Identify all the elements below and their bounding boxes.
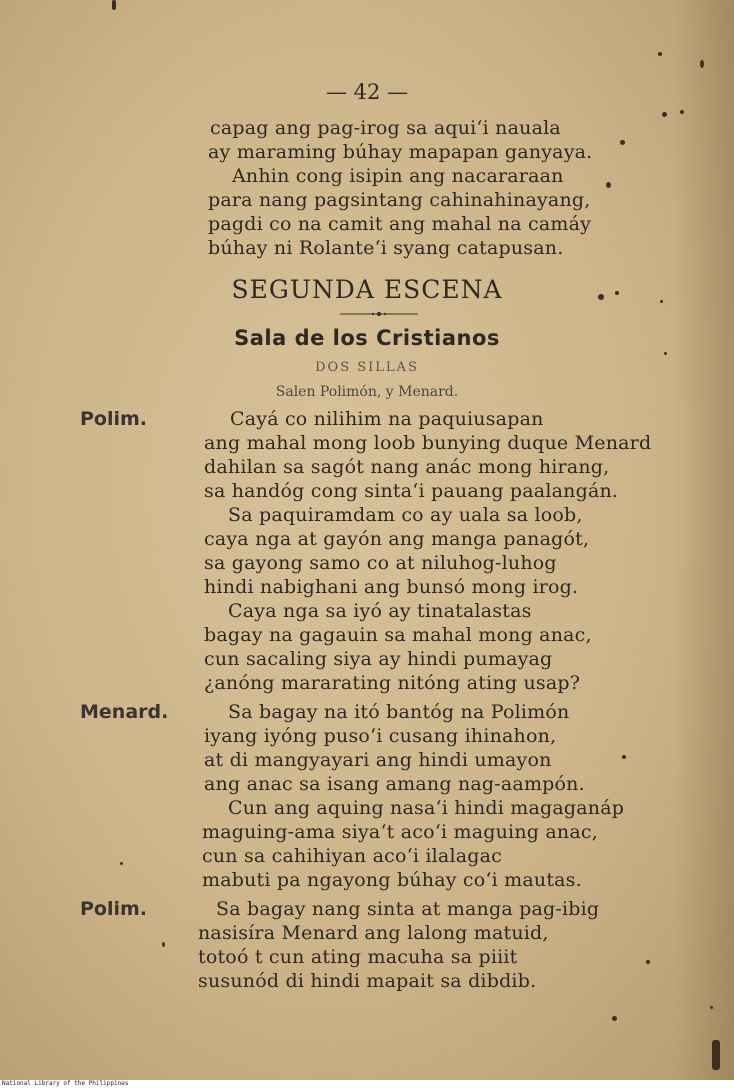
foxing-spot	[712, 1040, 720, 1070]
verse-line: Sa bagay nang sinta at manga pag-ibig	[216, 898, 600, 920]
foxing-spot	[700, 60, 704, 68]
verse-line: bagay na gagauin sa mahal mong anac,	[204, 624, 592, 646]
foxing-spot	[680, 110, 684, 114]
foxing-spot	[620, 140, 625, 145]
verse-line: maguing-ama siya‘t aco‘i maguing anac,	[202, 821, 598, 843]
foxing-spot	[660, 300, 663, 303]
verse-line: ¿anóng mararating nitóng ating usap?	[204, 672, 581, 694]
verse-line: Cayá co nilihim na paquiusapan	[230, 408, 544, 430]
verse-line: hindi nabighani ang bunsó mong irog.	[204, 576, 579, 598]
verse-line: nasisíra Menard ang lalong matuid,	[198, 922, 549, 944]
verse-line: caya nga at gayón ang manga panagót,	[204, 528, 590, 550]
verse-line: pagdi co na camit ang mahal na camáy	[208, 213, 592, 235]
speaker-label: Polim.	[80, 408, 148, 430]
foxing-spot	[658, 52, 662, 56]
speaker-label: Menard.	[80, 701, 169, 723]
scene-room: Sala de los Cristianos	[234, 326, 500, 350]
verse-line: ang mahal mong loob bunying duque Menard	[204, 432, 652, 454]
foxing-spot	[120, 862, 123, 865]
foxing-spot	[615, 291, 619, 295]
stage-direction: Salen Polimón, y Menard.	[275, 384, 459, 400]
foxing-spot	[112, 0, 116, 10]
foxing-spot	[612, 1016, 617, 1021]
verse-line: Sa paquiramdam co ay uala sa loob,	[228, 504, 583, 526]
scene-title: SEGUNDA ESCENA	[231, 275, 503, 304]
verse-line: dahilan sa sagót nang anác mong hirang,	[204, 456, 610, 478]
verse-line: ang anac sa isang amang nag-aampón.	[204, 773, 585, 795]
verse-line: totoó t cun ating macuha sa piiit	[198, 946, 518, 968]
verse-line: Anhin cong isipin ang nacararaan	[232, 165, 564, 187]
speaker-label: Polim.	[80, 898, 148, 920]
foxing-spot	[664, 352, 667, 355]
verse-line: sa gayong samo co at niluhog-luhog	[204, 552, 557, 574]
verse-line: capag ang pag-irog sa aqui‘i nauala	[210, 117, 561, 139]
foxing-spot	[622, 755, 626, 759]
foxing-spot	[662, 112, 667, 117]
foxing-spot	[606, 182, 611, 188]
verse-line: cun sa cahihiyan aco‘i ilalagac	[202, 845, 502, 867]
foxing-spot	[598, 294, 604, 300]
library-credit: National Library of the Philippines	[2, 1080, 129, 1087]
verse-line: Cun ang aquing nasa‘i hindi magaganáp	[228, 797, 625, 819]
verse-line: iyang iyóng puso‘i cusang ihinahon,	[204, 725, 557, 747]
foxing-spot	[710, 1006, 713, 1009]
verse-line: para nang pagsintang cahinahinayang,	[208, 189, 591, 211]
verse-line: ay maraming búhay mapapan ganyaya.	[208, 141, 593, 163]
page-number: — 42 —	[325, 80, 409, 104]
divider-ornament	[340, 311, 418, 317]
page-edge-shadow	[674, 0, 734, 1080]
verse-line: búhay ni Rolante‘i syang catapusan.	[208, 237, 564, 259]
verse-line: cun sacaling siya ay hindi pumayag	[204, 648, 553, 670]
verse-line: Sa bagay na itó bantóg na Polimón	[228, 701, 570, 723]
scene-props: DOS SILLAS	[315, 360, 419, 375]
verse-line: mabuti pa ngayong búhay co‘i mautas.	[202, 869, 582, 891]
verse-line: Caya nga sa iyó ay tinatalastas	[228, 600, 532, 622]
verse-line: susunód di hindi mapait sa dibdib.	[198, 970, 537, 992]
verse-line: at di mangyayari ang hindi umayon	[204, 749, 552, 771]
foxing-spot	[162, 942, 165, 947]
foxing-spot	[646, 960, 650, 964]
verse-line: sa handóg cong sinta‘i pauang paalangán.	[204, 480, 619, 502]
